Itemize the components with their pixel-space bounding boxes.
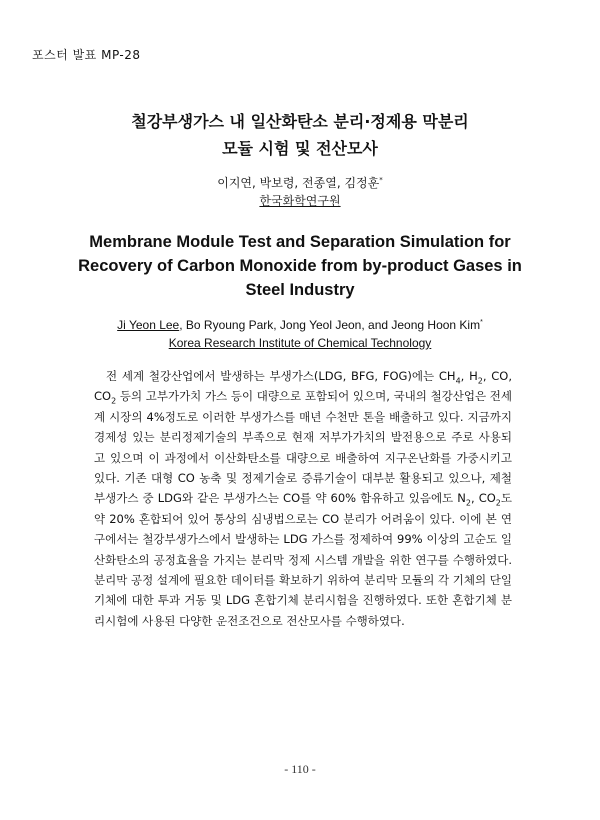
english-title-line-3: Steel Industry [245, 281, 355, 299]
korean-title [0, 108, 600, 162]
subscript: 2 [111, 396, 117, 406]
abstract-text: , CO, CO [94, 369, 512, 404]
korean-author-block [0, 174, 600, 210]
abstract-text: 등의 고부가가치 가스 등이 대량으로 포함되어 있으며, 국내의 철강산업은 전세계 시장의 4%정도로 이러한 부생가스를 매년 수천만 톤을 배출하고 있다. 지금까지 경제성 있는 분리정제기술의 부족으로 현재 저부가가치의 발전용으로 주로 사용되고 있으며 이 과정에서 이산화탄소를 대량으로 배출하여 지구온난화를 가중시키고 있다. 기존 대형 CO 농축 및 정제기술로 증류기술이 대부분 활용되고 있으나, 제철 부생가스 중 LDG와 같은 부생가스는 CO를 약 60% 함유하고 있음에도 N [94, 389, 512, 506]
abstract-text: 전 세계 철강산업에서 발생하는 부생가스(LDG, BFG, FOG)에는 CH [106, 369, 456, 383]
page-number: - 110 - [284, 762, 316, 776]
presenting-author: Ji Yeon Lee [117, 318, 180, 332]
corresponding-author-mark: * [480, 319, 483, 326]
english-authors [0, 316, 600, 334]
abstract-text: , CO [470, 491, 496, 506]
subscript: 2 [465, 498, 471, 508]
subscript: 4 [455, 376, 461, 386]
subscript: 2 [495, 498, 501, 508]
korean-title-line-1: 철강부생가스 내 일산화탄소 분리·정제용 막분리 [131, 112, 469, 131]
co-authors: , Bo Ryoung Park, Jong Yeol Jeon, and Jeong Hoon Kim [179, 318, 481, 332]
abstract-body [94, 366, 512, 631]
korean-affiliation: 한국화학연구원 [259, 194, 341, 208]
korean-author-names: 이지연, 박보령, 전종열, 김정훈 [217, 176, 380, 190]
english-title-line-1: Membrane Module Test and Separation Simulation for [89, 233, 511, 251]
korean-authors [0, 174, 600, 192]
session-label: 포스터 발표 MP-28 [32, 48, 141, 62]
corresponding-author-mark: * [379, 176, 383, 184]
abstract-text: 도 약 20% 혼합되어 있어 통상의 심냉법으로는 CO 분리가 어려움이 있다. 이에 본 연구에서는 철강부생가스에서 발생하는 LDG 가스를 정제하여 99% 이상의 고순도 일산화탄소의 공정효율을 가지는 분리막 정제 시스템 개발을 위한 연구를 수행하였다. 분리막 공정 설계에 필요한 데이터를 확보하기 위하여 분리막 모듈의 각 기체의 단일기체에 대한 투과 거동 및 LDG 혼합기체 분리시험을 진행하였다. 또한 혼합기체 분리시험에 사용된 다양한 운전조건으로 전산모사를 수행하였다. [94, 491, 512, 628]
english-affiliation: Korea Research Institute of Chemical Technology [168, 336, 432, 350]
english-author-block [0, 316, 600, 352]
abstract-text: , H [460, 369, 478, 383]
korean-title-line-2: 모듈 시험 및 전산모사 [222, 139, 378, 158]
subscript: 2 [477, 376, 483, 386]
english-title [0, 230, 600, 302]
english-title-line-2: Recovery of Carbon Monoxide from by-product Gases in [78, 257, 522, 275]
